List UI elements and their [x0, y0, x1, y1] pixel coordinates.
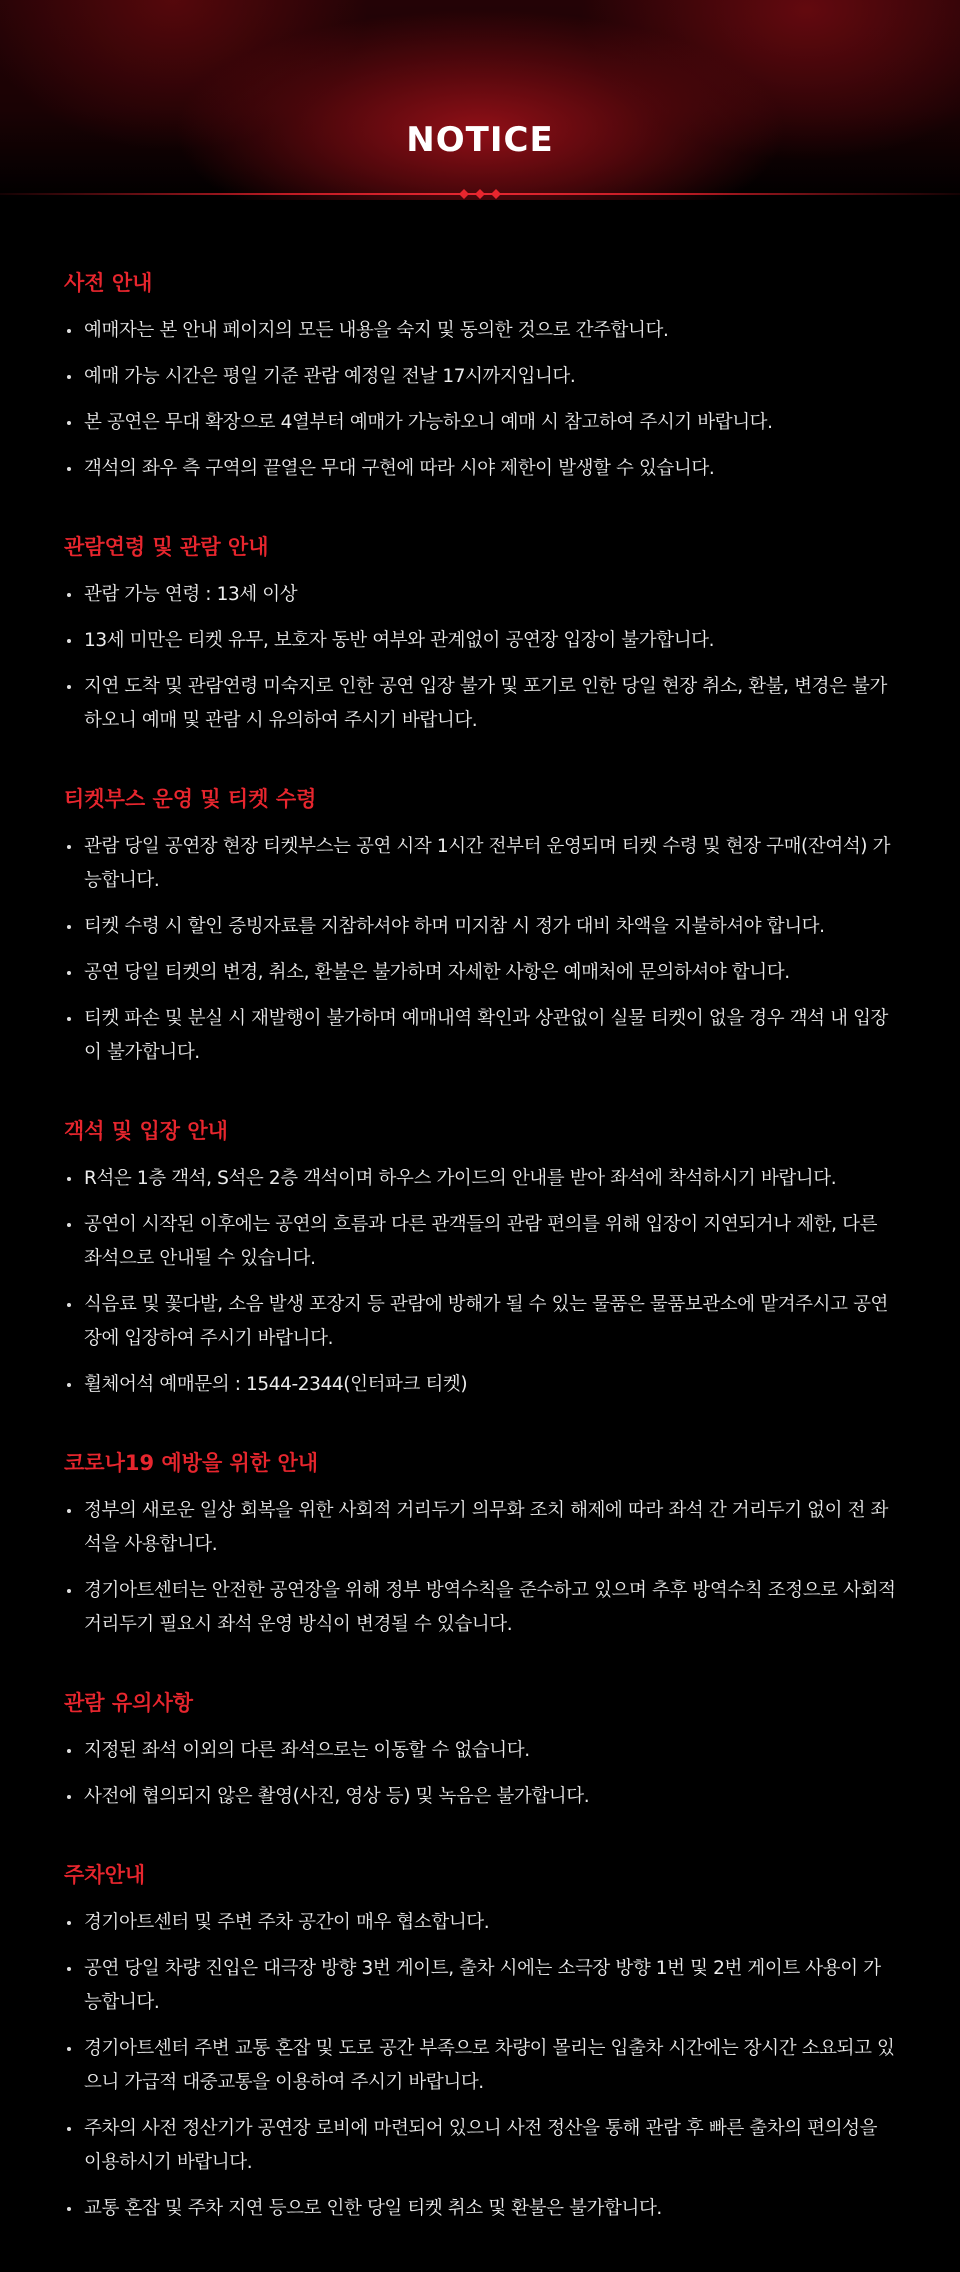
page-title: NOTICE — [406, 120, 554, 160]
notice-item: 공연 당일 차량 진입은 대극장 방향 3번 게이트, 출차 시에는 소극장 방향 1번 및 2번 게이트 사용이 가능합니다. — [64, 1952, 896, 2020]
notice-item: 13세 미만은 티켓 유무, 보호자 동반 여부와 관계없이 공연장 입장이 불가합니다. — [64, 624, 896, 658]
notice-item: 경기아트센터 및 주변 주차 공간이 매우 협소합니다. — [64, 1906, 896, 1940]
notice-item: 사전에 협의되지 않은 촬영(사진, 영상 등) 및 녹음은 불가합니다. — [64, 1780, 896, 1814]
notice-item: 주차의 사전 정산기가 공연장 로비에 마련되어 있으니 사전 정산을 통해 관람 후 빠른 출차의 편의성을 이용하시기 바랍니다. — [64, 2112, 896, 2180]
section-title: 티켓부스 운영 및 티켓 수령 — [64, 787, 317, 811]
notice-header — [0, 0, 960, 200]
notice-section — [64, 1448, 896, 1642]
section-title: 코로나19 예방을 위한 안내 — [64, 1451, 319, 1475]
notice-item: 관람 가능 연령 : 13세 이상 — [64, 578, 896, 612]
section-title: 관람연령 및 관람 안내 — [64, 535, 269, 559]
notice-item: 정부의 새로운 일상 회복을 위한 사회적 거리두기 의무화 조치 해제에 따라 좌석 간 거리두기 없이 전 좌석을 사용합니다. — [64, 1494, 896, 1562]
notice-item: 공연 당일 티켓의 변경, 취소, 환불은 불가하며 자세한 사항은 예매처에 문의하셔야 합니다. — [64, 956, 896, 990]
diamond-ornament-icon — [456, 188, 504, 200]
notice-item: 경기아트센터 주변 교통 혼잡 및 도로 공간 부족으로 차량이 몰리는 입출차 시간에는 장시간 소요되고 있으니 가급적 대중교통을 이용하여 주시기 바랍니다. — [64, 2032, 896, 2100]
section-title: 관람 유의사항 — [64, 1691, 194, 1715]
section-title: 주차안내 — [64, 1863, 146, 1887]
notice-section — [64, 784, 896, 1070]
notice-item: 티켓 수령 시 할인 증빙자료를 지참하셔야 하며 미지참 시 정가 대비 차액을 지불하셔야 합니다. — [64, 910, 896, 944]
notice-item: 지연 도착 및 관람연령 미숙지로 인한 공연 입장 불가 및 포기로 인한 당일 현장 취소, 환불, 변경은 불가하오니 예매 및 관람 시 유의하여 주시기 바랍니다. — [64, 670, 896, 738]
notice-content — [64, 268, 896, 2272]
notice-item: 본 공연은 무대 확장으로 4열부터 예매가 가능하오니 예매 시 참고하여 주시기 바랍니다. — [64, 406, 896, 440]
notice-item: 공연이 시작된 이후에는 공연의 흐름과 다른 관객들의 관람 편의를 위해 입장이 지연되거나 제한, 다른 좌석으로 안내될 수 있습니다. — [64, 1208, 896, 1276]
notice-item: 경기아트센터는 안전한 공연장을 위해 정부 방역수칙을 준수하고 있으며 추후 방역수칙 조정으로 사회적 거리두기 필요시 좌석 운영 방식이 변경될 수 있습니다. — [64, 1574, 896, 1642]
notice-item: 예매 가능 시간은 평일 기준 관람 예정일 전날 17시까지입니다. — [64, 360, 896, 394]
section-title: 객석 및 입장 안내 — [64, 1119, 228, 1143]
notice-section — [64, 1116, 896, 1402]
notice-section — [64, 1860, 896, 2226]
section-title: 사전 안내 — [64, 271, 153, 295]
notice-item: 지정된 좌석 이외의 다른 좌석으로는 이동할 수 없습니다. — [64, 1734, 896, 1768]
notice-item: 티켓 파손 및 분실 시 재발행이 불가하며 예매내역 확인과 상관없이 실물 티켓이 없을 경우 객석 내 입장이 불가합니다. — [64, 1002, 896, 1070]
notice-section — [64, 268, 896, 486]
notice-section — [64, 1688, 896, 1814]
notice-item: R석은 1층 객석, S석은 2층 객석이며 하우스 가이드의 안내를 받아 좌석에 착석하시기 바랍니다. — [64, 1162, 896, 1196]
notice-item: 예매자는 본 안내 페이지의 모든 내용을 숙지 및 동의한 것으로 간주합니다. — [64, 314, 896, 348]
notice-section — [64, 532, 896, 738]
notice-item: 휠체어석 예매문의 : 1544-2344(인터파크 티켓) — [64, 1368, 896, 1402]
notice-item: 관람 당일 공연장 현장 티켓부스는 공연 시작 1시간 전부터 운영되며 티켓 수령 및 현장 구매(잔여석) 가능합니다. — [64, 830, 896, 898]
notice-item: 객석의 좌우 측 구역의 끝열은 무대 구현에 따라 시야 제한이 발생할 수 있습니다. — [64, 452, 896, 486]
notice-item: 교통 혼잡 및 주차 지연 등으로 인한 당일 티켓 취소 및 환불은 불가합니다. — [64, 2192, 896, 2226]
notice-item: 식음료 및 꽃다발, 소음 발생 포장지 등 관람에 방해가 될 수 있는 물품은 물품보관소에 맡겨주시고 공연장에 입장하여 주시기 바랍니다. — [64, 1288, 896, 1356]
